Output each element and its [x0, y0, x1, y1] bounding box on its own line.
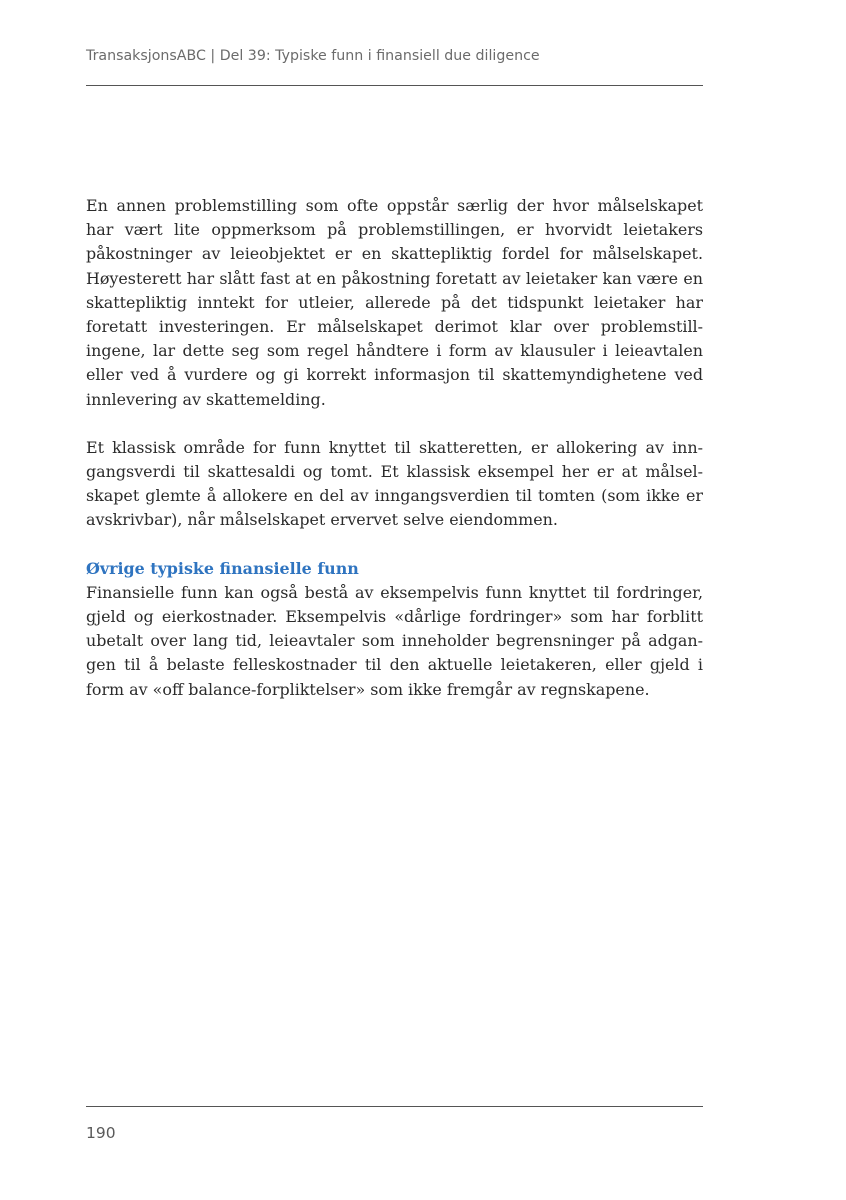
paragraph-other-findings: Finansielle funn kan også bestå av eksempelvis funn knyttet til fordringer, gjeld og eierkostnader. Eksempelvis «dårlige fordringer» som har forblitt ubetalt over lang tid, leieavtaler som inneholder begrensninger på adgangen til å belaste felleskostnader til den aktuelle leietakeren, eller gjeld i form av «off balance-forpliktelser» som ikke fremgår av regnskapene.: [86, 582, 703, 699]
section-heading: Øvrige typiske finansielle funn: [86, 558, 359, 578]
header-divider: [86, 85, 703, 86]
footer-divider: [86, 1106, 703, 1107]
paragraph-taxable-improvements: En annen problemstilling som ofte oppstår særlig der hvor målselskapet har vært lite oppmerksom på problemstillingen, er hvorvidt leietakers påkostninger av leieobjektet er en skattepliktig fordel for målselskapet. Høyesterett har slått fast at en påkostning foretatt av leietaker kan være en skattepliktig inntekt for utleier, allerede på det tidspunkt leietaker har foretatt investeringen. Er målselskapet derimot klar over problemstillingene, lar dette seg som regel håndtere i form av klausuler i leieavtalen eller ved å vurdere og gi korrekt informasjon til skattemyndighetene ved innlevering av skattemelding.: [86, 196, 703, 409]
page-number: 190: [86, 1124, 116, 1142]
main-text: [86, 194, 703, 702]
running-header: TransaksjonsABC | Del 39: Typiske funn i finansiell due diligence: [86, 48, 540, 64]
paragraph-allocation: Et klassisk område for funn knyttet til skatteretten, er allokering av inngangsverdi til skattesaldi og tomt. Et klassisk eksempel her er at målselskapet glemte å allokere en del av inngangsverdien til tomten (som ikke er avskrivbar), når målselskapet ervervet selve eiendommen.: [86, 437, 703, 530]
